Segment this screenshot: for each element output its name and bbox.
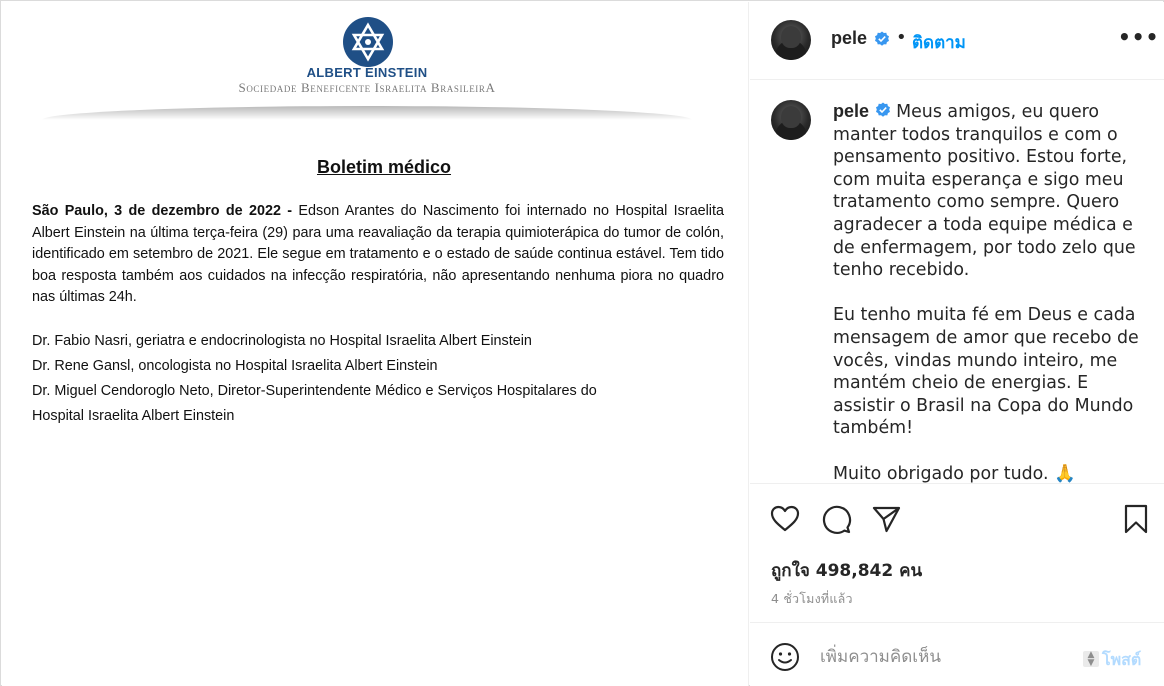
sort-arrows-icon: ▲ ▼ [1083,651,1099,667]
heart-icon[interactable] [769,503,801,535]
body-text: Edson Arantes do Nascimento foi internado no Hospital Israelita Albert Einstein na última terça-feira (29) para uma reavaliação da terapia quimioterápica do tumor de colón, identificado em setembro de 2021. Ele segue em tratamento e o estado de saúde continua estável. Tem tido boa resposta também aos cuidados na infecção respiratória, não apresentando nenhuma piora no quadro nas últimas 24h. [32,203,725,306]
post-timestamp[interactable]: 4 ชั่วโมงที่แล้ว [771,591,853,606]
post-panel [750,2,1164,686]
post-comment-button[interactable]: โพสต์ [1102,650,1142,669]
comment-bar [750,624,1164,686]
header-divider-shadow [42,106,692,120]
header-separator: • [896,27,907,48]
signatory-line: Dr. Fabio Nasri, geriatra e endocrinologista no Hospital Israelita Albert Einstein [32,333,532,349]
caption-area [750,81,1164,483]
actions-bar [750,483,1164,623]
caption-avatar[interactable] [771,100,811,140]
signatory-line: Dr. Rene Gansl, oncologista no Hospital Israelita Albert Einstein [32,358,438,374]
avatar[interactable] [771,20,811,60]
org-name: ALBERT EINSTEIN [306,65,428,80]
likes-count[interactable]: ถูกใจ 498,842 คน [771,561,923,581]
dateline: São Paulo, 3 de dezembro de 2022 - [32,203,293,219]
signatory-line: Dr. Miguel Cendoroglo Neto, Diretor-Superintendente Médico e Serviços Hospitalares do [32,383,597,399]
bookmark-icon[interactable] [1120,503,1152,535]
signatory-line: Hospital Israelita Albert Einstein [32,408,235,424]
verified-badge-icon [875,102,891,118]
share-icon[interactable] [870,503,902,535]
post-header [750,2,1164,80]
albert-einstein-logo-icon [342,16,394,68]
comment-input[interactable] [820,642,1075,672]
follow-button[interactable]: ติดตาม [912,33,966,53]
document-body [32,201,724,309]
caption [833,100,1143,483]
caption-text: Meus amigos, eu quero manter todos tranquilos e com o pensamento positivo. Estou forte, com muita esperança e sigo meu tratamento como sempre. Quero agradecer a toda equipe médica e de enfermagem, por todo zelo que tenho recebido. Eu tenho muita fé em Deus e cada mensagem de amor que recebo de vocês, vindas mundo inteiro, me mantém cheio de energias. E assistir o Brasil na Copa do Mundo também! Muito obrigado por tudo. 🙏 [833,102,1139,483]
comment-icon[interactable] [820,503,852,535]
document-title: Boletim médico [316,157,452,177]
post-image [2,2,749,686]
verified-badge-icon [874,31,890,47]
org-subtitle: Sociedade Beneficente Israelita BrasileirA [238,80,496,95]
emoji-icon[interactable] [770,642,800,672]
caption-username-link[interactable]: pele [833,101,870,121]
username-link[interactable]: pele [831,28,868,48]
more-options-button[interactable]: ••• [1118,25,1160,49]
